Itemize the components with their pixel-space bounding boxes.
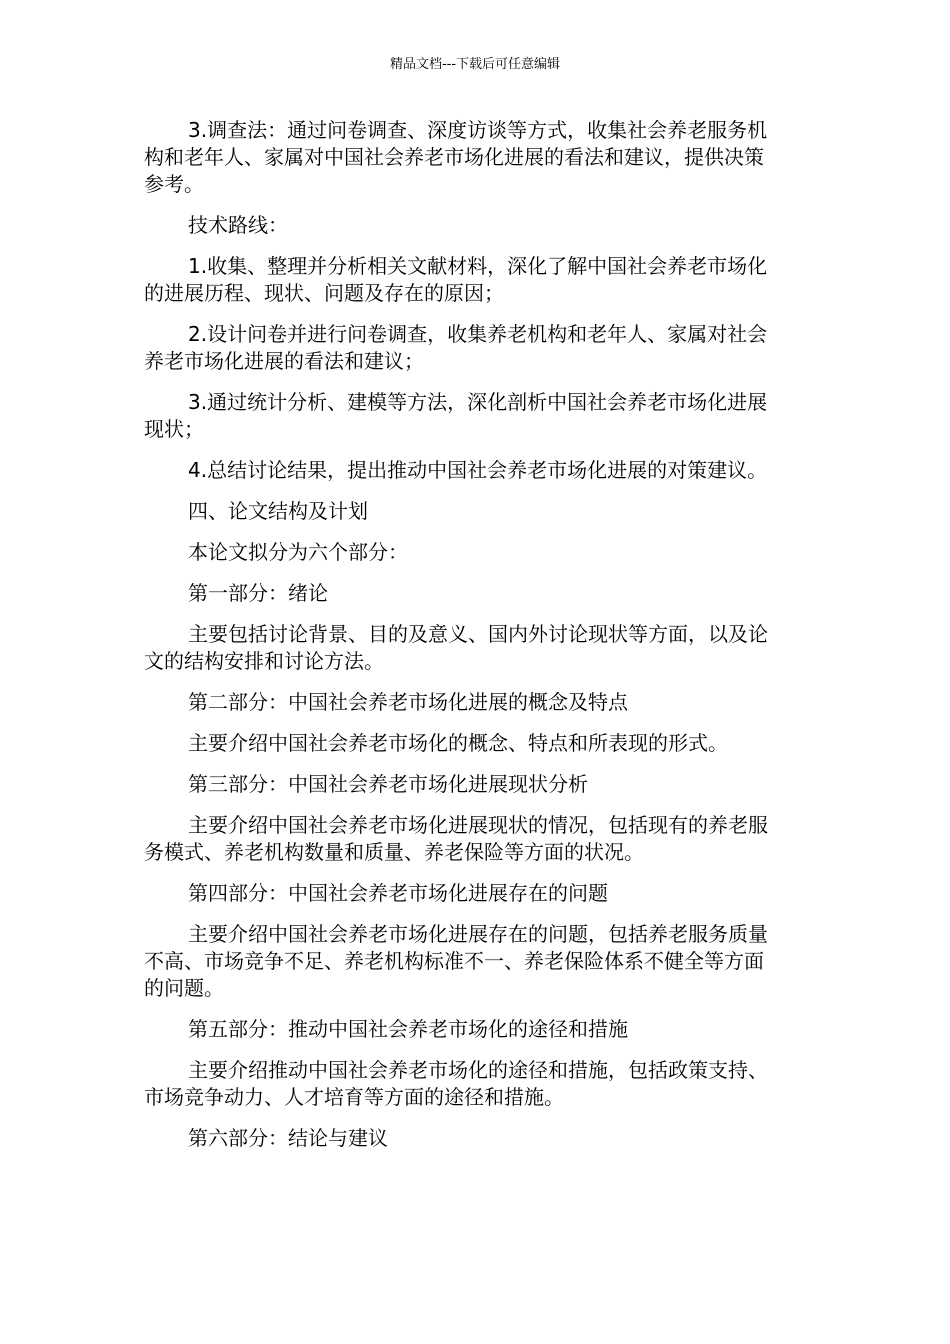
part-heading-4 (144, 880, 794, 907)
text-line: 主要介绍中国社会养老市场化的概念、特点和所表现的形式。 (188, 731, 728, 755)
paragraph-structure-intro (144, 539, 794, 566)
part-description-1 (144, 621, 794, 675)
text-line: 1.收集、整理并分析相关文献材料，深化了解中国社会养老市场化 (188, 254, 768, 278)
text-line: 4.总结讨论结果，提出推动中国社会养老市场化进展的对策建议。 (188, 458, 768, 482)
text-line: 第三部分：中国社会养老市场化进展现状分析 (188, 772, 588, 796)
text-line: 2.设计问卷并进行问卷调查，收集养老机构和老年人、家属对社会 (188, 322, 768, 346)
part-description-4 (144, 921, 794, 1002)
text-line: 第五部分：推动中国社会养老市场化的途径和措施 (188, 1017, 628, 1041)
text-line: 养老市场化进展的看法和建议； (144, 349, 424, 373)
text-line: 构和老年人、家属对中国社会养老市场化进展的看法和建议，提供决策 (144, 145, 764, 169)
document-body (144, 117, 794, 1166)
text-line: 不高、市场竞争不足、养老机构标准不一、养老保险体系不健全等方面 (144, 949, 764, 973)
part-description-3 (144, 812, 794, 866)
paragraph-route-step-1 (144, 253, 794, 307)
text-line: 主要介绍中国社会养老市场化进展存在的问题，包括养老服务质量 (188, 922, 768, 946)
part-heading-6 (144, 1125, 794, 1152)
part-description-2 (144, 730, 794, 757)
text-line: 主要包括讨论背景、目的及意义、国内外讨论现状等方面，以及论 (188, 622, 768, 646)
text-line: 文的结构安排和讨论方法。 (144, 649, 384, 673)
text-line: 的进展历程、现状、问题及存在的原因； (144, 281, 504, 305)
text-line: 参考。 (144, 172, 204, 196)
section-heading-structure (144, 498, 794, 525)
page-header: 精品文档---下载后可任意编辑 (389, 57, 561, 72)
part-heading-3 (144, 771, 794, 798)
part-heading-2 (144, 689, 794, 716)
text-line: 主要介绍中国社会养老市场化进展现状的情况，包括现有的养老服 (188, 813, 768, 837)
text-line: 主要介绍推动中国社会养老市场化的途径和措施，包括政策支持、 (188, 1058, 768, 1082)
text-line: 第一部分：绪论 (188, 581, 328, 605)
part-heading-1 (144, 580, 794, 607)
text-line: 现状； (144, 417, 204, 441)
paragraph-route-step-3 (144, 389, 794, 443)
part-description-5 (144, 1057, 794, 1111)
paragraph-tech-route-heading (144, 212, 794, 239)
text-line: 第二部分：中国社会养老市场化进展的概念及特点 (188, 690, 628, 714)
text-line: 3.通过统计分析、建模等方法，深化剖析中国社会养老市场化进展 (188, 390, 768, 414)
text-line: 第四部分：中国社会养老市场化进展存在的问题 (188, 881, 608, 905)
part-heading-5 (144, 1016, 794, 1043)
paragraph-survey-method (144, 117, 794, 198)
text-line: 技术路线： (188, 213, 288, 237)
text-line: 3.调查法：通过问卷调查、深度访谈等方式，收集社会养老服务机 (188, 118, 768, 142)
text-line: 的问题。 (144, 976, 224, 1000)
paragraph-route-step-4 (144, 457, 794, 484)
text-line: 市场竞争动力、人才培育等方面的途径和措施。 (144, 1085, 564, 1109)
text-line: 本论文拟分为六个部分： (188, 540, 408, 564)
paragraph-route-step-2 (144, 321, 794, 375)
text-line: 四、论文结构及计划 (188, 499, 368, 523)
text-line: 务模式、养老机构数量和质量、养老保险等方面的状况。 (144, 840, 644, 864)
text-line: 第六部分：结论与建议 (188, 1126, 388, 1150)
